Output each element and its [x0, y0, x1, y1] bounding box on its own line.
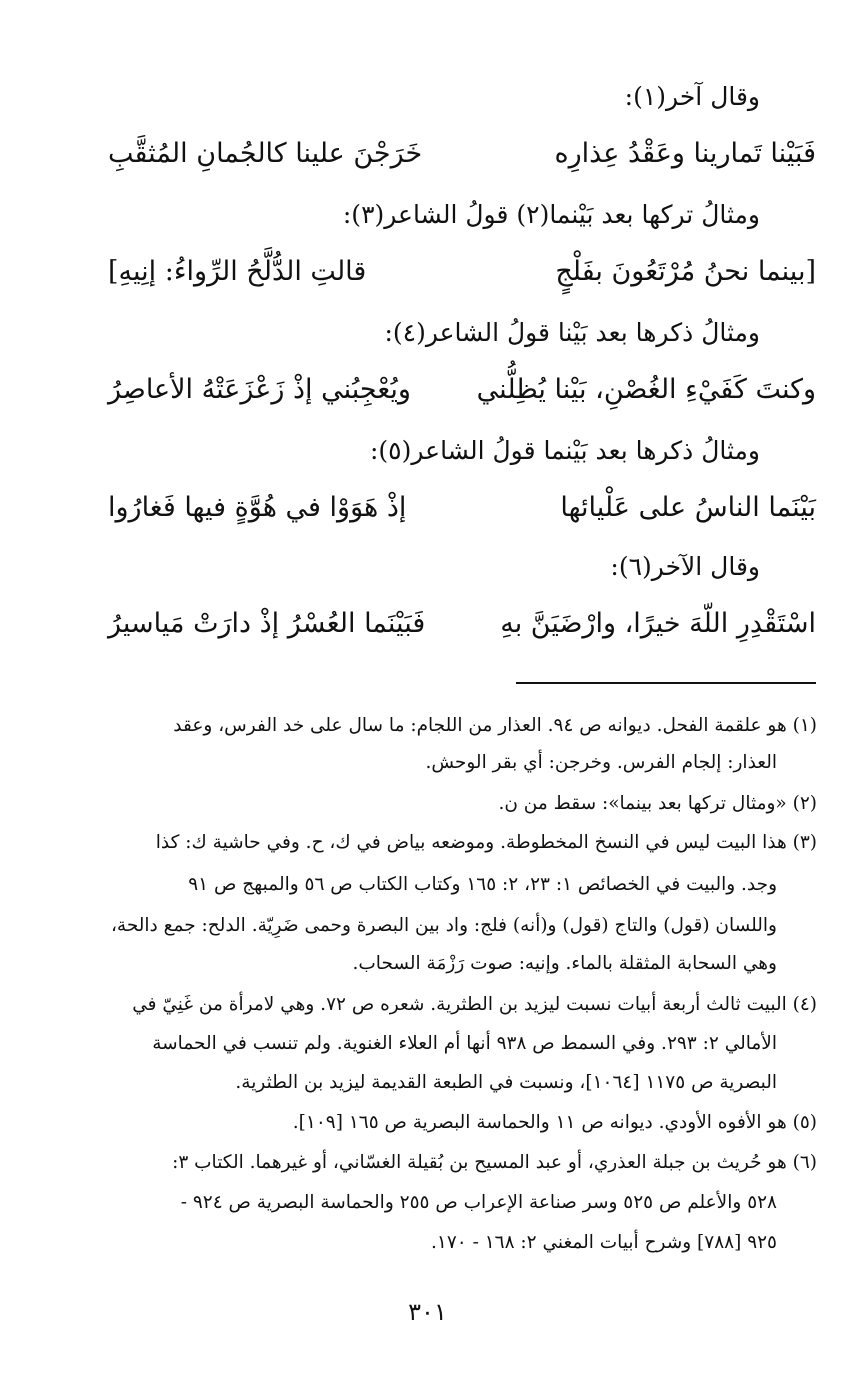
intro-line-3: ومثالُ ذكرها بعد بَيْنا قولُ الشاعر(٤):	[384, 318, 760, 347]
verse-4-second-hemistich: إذْ هَوَوْا في هُوَّةٍ فيها فَغارُوا	[108, 492, 407, 523]
footnote-2-line-1: (٢) «ومثال تركها بعد بينما»: سقط من ن.	[498, 793, 817, 814]
footnote-3-line-3: واللسان (قول) والتاج (قول) و(أنه) فلج: واد بين البصرة وحمى ضَرِيّة. الدلح: جمع دالحة،	[110, 915, 777, 936]
verse-line-2	[108, 256, 816, 287]
footnote-5-line-1: (٥) هو الأفوه الأودي. ديوانه ص ١١ والحماسة البصرية ص ١٦٥ [١٠٩].	[292, 1112, 817, 1133]
verse-4-first-hemistich: بَيْنَما الناسُ على عَلْيائها	[560, 492, 816, 523]
intro-line-4: ومثالُ ذكرها بعد بَيْنما قولُ الشاعر(٥):	[369, 436, 760, 465]
footnote-4-line-1: (٤) البيت ثالث أربعة أبيات نسبت ليزيد بن الطثرية. شعره ص ٧٢. وهي لامرأة من غَنِيّ في	[132, 994, 817, 1015]
verse-5-first-hemistich: اسْتَقْدِرِ اللّهَ خيرًا، وارْضَيَنَّ بهِ	[500, 608, 816, 639]
verse-2-first-hemistich: [بينما نحنُ مُرْتَعُونَ بفَلْجٍ	[555, 256, 816, 287]
verse-line-1	[108, 138, 816, 169]
footnote-3-line-4: وهي السحابة المثقلة بالماء. وإنيه: صوت رَزْمَة السحاب.	[352, 953, 777, 974]
verse-2-second-hemistich: قالتِ الدُّلَّحُ الرِّواءُ: إنِيهِ]	[108, 256, 367, 287]
verse-1-second-hemistich: خَرَجْنَ علينا كالجُمانِ المُثقَّبِ	[108, 138, 423, 169]
verse-5-second-hemistich: فَبَيْنَما العُسْرُ إذْ دارَتْ مَياسيرُ	[108, 608, 426, 639]
intro-line-2: ومثالُ تركها بعد بَيْنما(٢) قولُ الشاعر(٣):	[342, 200, 760, 229]
verse-3-second-hemistich: ويُعْجِبُني إذْ زَعْزَعَتْهُ الأعاصِرُ	[108, 374, 411, 405]
footnote-6-line-2: ٥٢٨ والأعلم ص ٥٢٥ وسر صناعة الإعراب ص ٢٥٥ والحماسة البصرية ص ٩٢٤ -	[180, 1192, 777, 1213]
verse-1-first-hemistich: فَبَيْنا تَمارينا وعَقْدُ عِذارِه	[554, 138, 816, 169]
footnote-separator	[516, 682, 816, 684]
footnote-3-line-1: (٣) هذا البيت ليس في النسخ المخطوطة. وموضعه بياض في ك، ح. وفي حاشية ك: كذا	[155, 832, 817, 853]
verse-line-4	[108, 492, 816, 523]
verse-line-5	[108, 608, 816, 639]
footnote-6-line-3: ٩٢٥ [٧٨٨] وشرح أبيات المغني ٢: ١٦٨ - ١٧٠.	[431, 1232, 777, 1253]
footnote-3-line-2: وجد. والبيت في الخصائص ١: ٢٣، ٢: ١٦٥ وكتاب الكتاب ص ٥٦ والمبهج ص ٩١	[188, 874, 777, 895]
intro-line-5: وقال الآخر(٦):	[610, 552, 760, 581]
footnote-1-line-2: العذار: إلجام الفرس. وخرجن: أي بقر الوحش.	[425, 752, 777, 773]
footnote-1-line-1: (١) هو علقمة الفحل. ديوانه ص ٩٤. العذار من اللجام: ما سال على خد الفرس، وعقد	[173, 715, 817, 736]
verse-3-first-hemistich: وكنتَ كَفَيْءِ الغُصْنِ، بَيْنا يُظِلُّني	[476, 374, 816, 405]
footnote-6-line-1: (٦) هو حُريث بن جبلة العذري، أو عبد المسيح بن بُقيلة الغسّاني، أو غيرهما. الكتاب ٣:	[172, 1152, 817, 1173]
page-number: ٣٠١	[408, 1298, 447, 1326]
intro-line-1: وقال آخر(١):	[624, 82, 760, 111]
verse-line-3	[108, 374, 816, 405]
footnote-4-line-2: الأمالي ٢: ٢٩٣. وفي السمط ص ٩٣٨ أنها أم العلاء الغنوية. ولم تنسب في الحماسة	[152, 1033, 777, 1054]
footnote-4-line-3: البصرية ص ١١٧٥ [١٠٦٤]، ونسبت في الطبعة القديمة ليزيد بن الطثرية.	[235, 1072, 777, 1093]
